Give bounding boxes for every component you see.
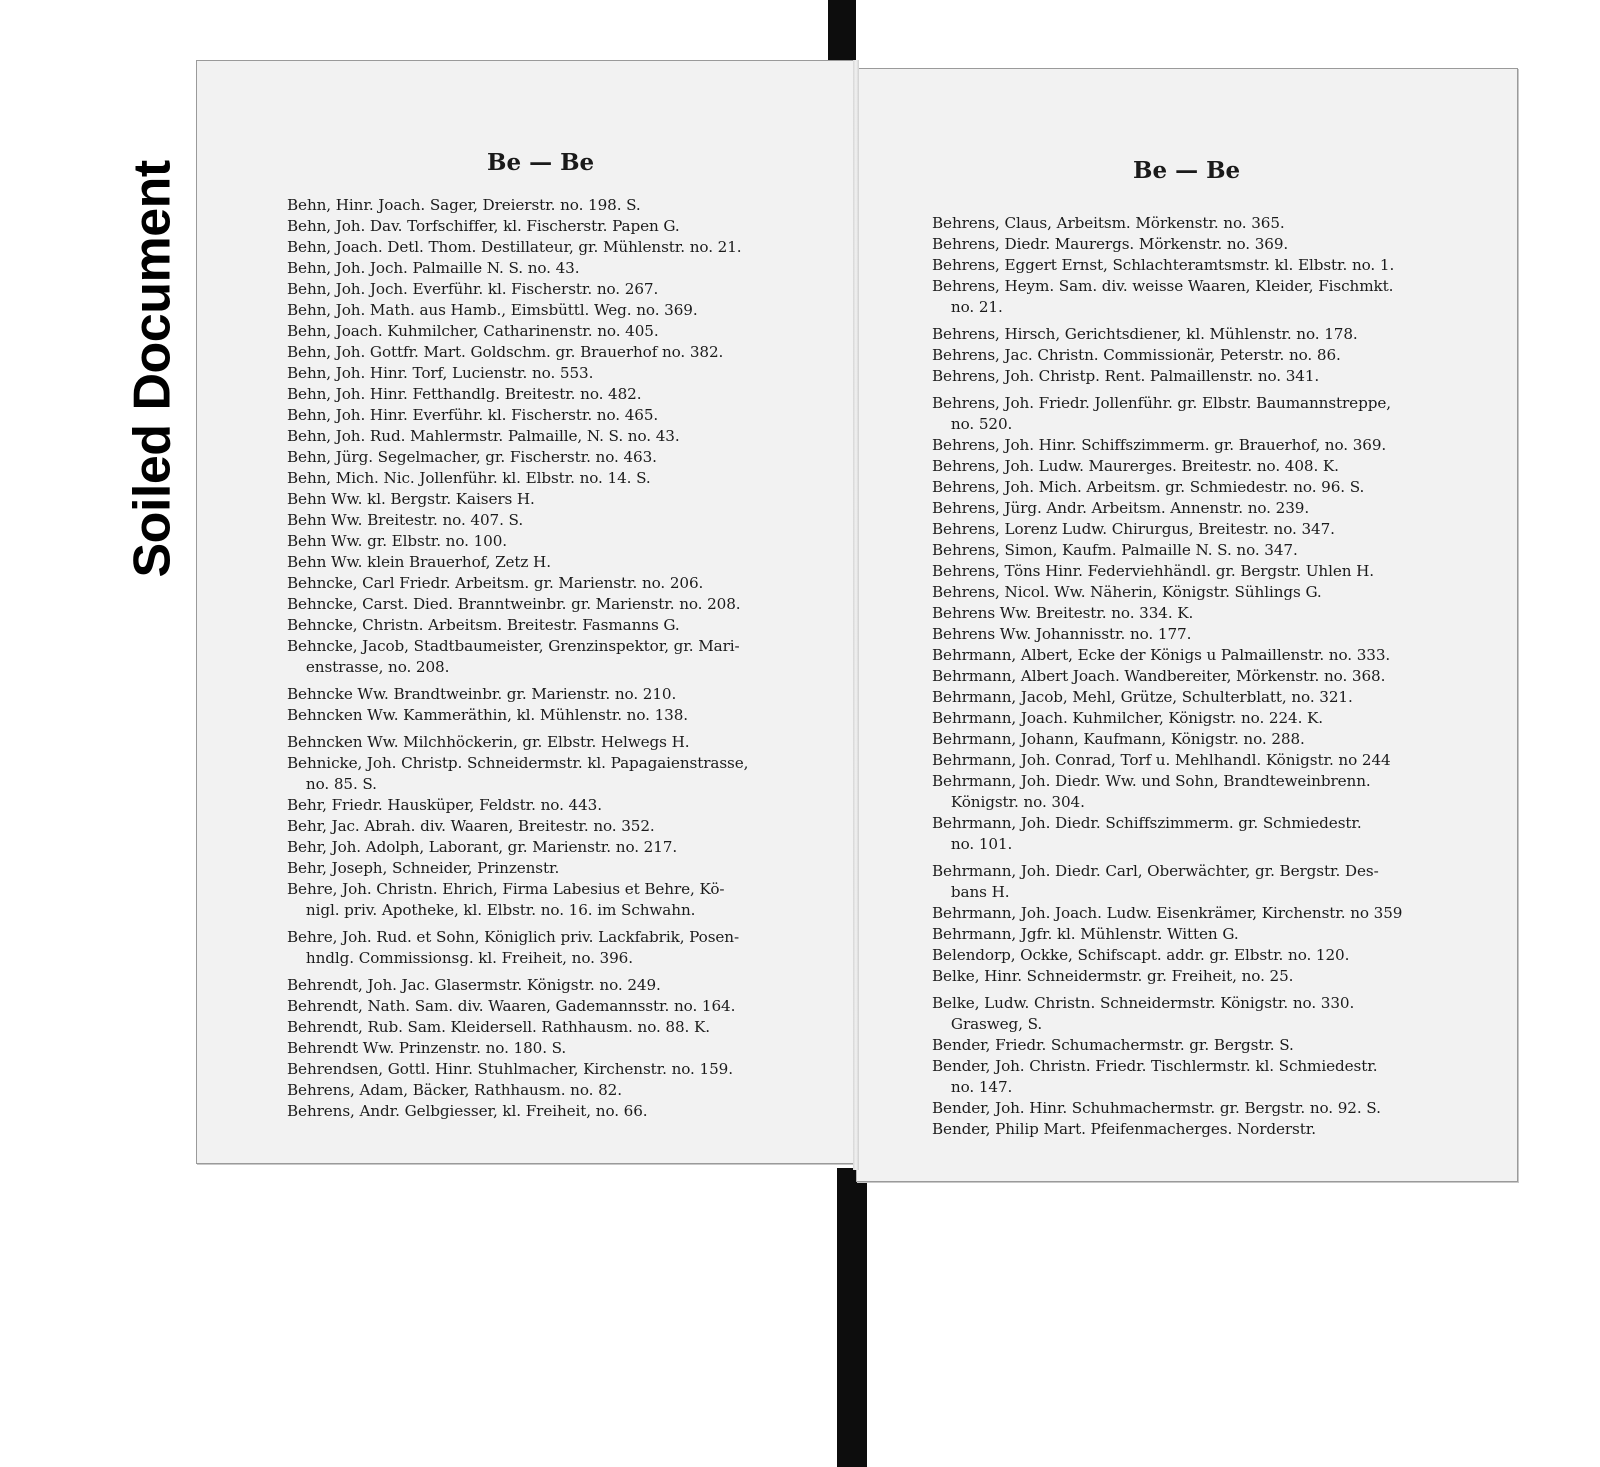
entry: Behrens Ww. Breitestr. no. 334. K. [932, 604, 1194, 622]
entry: Behrmann, Joach. Kuhmilcher, Königstr. no. 224. K. [932, 709, 1324, 727]
entry: Behrens, Andr. Gelbgiesser, kl. Freiheit, no. 66. [287, 1102, 648, 1120]
entry: Behn, Joh. Joch. Palmaille N. S. no. 43. [287, 259, 580, 277]
entry-continuation: no. 21. [932, 298, 1003, 316]
entry-continuation: no. 101. [932, 835, 1013, 853]
entry: Behrendsen, Gottl. Hinr. Stuhlmacher, Kirchenstr. no. 159. [287, 1060, 733, 1078]
entry: Behn, Jürg. Segelmacher, gr. Fischerstr. no. 463. [287, 448, 657, 466]
entry: Behr, Jac. Abrah. div. Waaren, Breitestr. no. 352. [287, 817, 655, 835]
entry: Behrendt, Joh. Jac. Glasermstr. Königstr. no. 249. [287, 976, 661, 994]
entry: Behrmann, Joh. Diedr. Ww. und Sohn, Brandteweinbrenn. [932, 772, 1371, 790]
entry: Behrens, Heym. Sam. div. weisse Waaren, Kleider, Fischmkt. [932, 277, 1394, 295]
entry: Behn, Joh. Hinr. Fetthandlg. Breitestr. no. 482. [287, 385, 642, 403]
entry: Behrens, Jac. Christn. Commissionär, Peterstr. no. 86. [932, 346, 1341, 364]
entry: Behn, Joh. Hinr. Everführ. kl. Fischerstr. no. 465. [287, 406, 659, 424]
entry: Behre, Joh. Christn. Ehrich, Firma Labesius et Behre, Kö- [287, 880, 725, 898]
entry: Behrmann, Joh. Diedr. Carl, Oberwächter, gr. Bergstr. Des- [932, 862, 1379, 880]
entry: Belke, Hinr. Schneidermstr. gr. Freiheit, no. 25. [932, 967, 1294, 985]
entry: Belendorp, Ockke, Schifscapt. addr. gr. Elbstr. no. 120. [932, 946, 1350, 964]
entry: Behrmann, Jgfr. kl. Mühlenstr. Witten G. [932, 925, 1239, 943]
entry: Behre, Joh. Rud. et Sohn, Königlich priv. Lackfabrik, Posen- [287, 928, 739, 946]
entry: Behrens, Joh. Ludw. Maurerges. Breitestr. no. 408. K. [932, 457, 1339, 475]
entry: Behncken Ww. Kammeräthin, kl. Mühlenstr. no. 138. [287, 706, 688, 724]
entry: Bender, Friedr. Schumachermstr. gr. Bergstr. S. [932, 1036, 1294, 1054]
entry: Behrens, Joh. Christp. Rent. Palmaillenstr. no. 341. [932, 367, 1320, 385]
entry: Behrmann, Joh. Conrad, Torf u. Mehlhandl. Königstr. no 244 [932, 751, 1391, 769]
entry-continuation: enstrasse, no. 208. [287, 658, 450, 676]
entry: Behrendt, Nath. Sam. div. Waaren, Gademannsstr. no. 164. [287, 997, 736, 1015]
entry: Behn Ww. Breitestr. no. 407. S. [287, 511, 524, 529]
entry: Behncke, Carst. Died. Branntweinbr. gr. Marienstr. no. 208. [287, 595, 741, 613]
entry: Behrmann, Johann, Kaufmann, Königstr. no. 288. [932, 730, 1305, 748]
entry: Behn, Joh. Hinr. Torf, Lucienstr. no. 553. [287, 364, 594, 382]
entry: Behrmann, Joh. Joach. Ludw. Eisenkrämer, Kirchenstr. no 359 [932, 904, 1403, 922]
entry: Behn Ww. klein Brauerhof, Zetz H. [287, 553, 551, 571]
entry: Behn, Joh. Joch. Everführ. kl. Fischerstr. no. 267. [287, 280, 659, 298]
entry: Behrens, Joh. Hinr. Schiffszimmerm. gr. Brauerhof, no. 369. [932, 436, 1387, 454]
entry: Behn, Joach. Kuhmilcher, Catharinenstr. no. 405. [287, 322, 659, 340]
entry-continuation: no. 147. [932, 1078, 1013, 1096]
entry: Behrmann, Albert, Ecke der Königs u Palmaillenstr. no. 333. [932, 646, 1391, 664]
entry: Behn, Mich. Nic. Jollenführ. kl. Elbstr. no. 14. S. [287, 469, 651, 487]
entry: Behrendt, Rub. Sam. Kleidersell. Rathhausm. no. 88. K. [287, 1018, 710, 1036]
entry: Behncken Ww. Milchhöckerin, gr. Elbstr. Helwegs H. [287, 733, 690, 751]
entry: Behn Ww. kl. Bergstr. Kaisers H. [287, 490, 535, 508]
entry: Behrens, Töns Hinr. Federviehhändl. gr. Bergstr. Uhlen H. [932, 562, 1375, 580]
page-gutter [853, 60, 859, 1170]
entry-continuation: no. 85. S. [287, 775, 377, 793]
entry: Behrens, Adam, Bäcker, Rathhausm. no. 82. [287, 1081, 622, 1099]
entry: Bender, Philip Mart. Pfeifenmacherges. Norderstr. [932, 1120, 1316, 1138]
right-page [856, 68, 1518, 1182]
entry: Behr, Joh. Adolph, Laborant, gr. Marienstr. no. 217. [287, 838, 678, 856]
entry: Behrens, Lorenz Ludw. Chirurgus, Breitestr. no. 347. [932, 520, 1335, 538]
entry: Behrmann, Joh. Diedr. Schiffszimmerm. gr. Schmiedestr. [932, 814, 1362, 832]
entry-continuation: Grasweg, S. [932, 1015, 1043, 1033]
entry: Behn, Joach. Detl. Thom. Destillateur, gr. Mühlenstr. no. 21. [287, 238, 742, 256]
entry: Behrens, Nicol. Ww. Näherin, Königstr. Sühlings G. [932, 583, 1322, 601]
binding-bar-bottom [837, 1168, 867, 1467]
entry: Behrens, Diedr. Maurergs. Mörkenstr. no. 369. [932, 235, 1289, 253]
entry-continuation: bans H. [932, 883, 1010, 901]
right-page-entries [932, 213, 1502, 1140]
entry: Behr, Joseph, Schneider, Prinzenstr. [287, 859, 560, 877]
entry-continuation: nigl. priv. Apotheke, kl. Elbstr. no. 16. im Schwahn. [287, 901, 696, 919]
left-page-heading: Be — Be [487, 149, 595, 176]
entry: Behrens, Simon, Kaufm. Palmaille N. S. no. 347. [932, 541, 1298, 559]
entry: Behrens, Hirsch, Gerichtsdiener, kl. Mühlenstr. no. 178. [932, 325, 1358, 343]
entry: Behncke, Carl Friedr. Arbeitsm. gr. Marienstr. no. 206. [287, 574, 704, 592]
entry: Behrens Ww. Johannisstr. no. 177. [932, 625, 1192, 643]
entry: Behrmann, Albert Joach. Wandbereiter, Mörkenstr. no. 368. [932, 667, 1386, 685]
entry: Behn, Hinr. Joach. Sager, Dreierstr. no. 198. S. [287, 196, 641, 214]
entry: Behrendt Ww. Prinzenstr. no. 180. S. [287, 1039, 567, 1057]
left-page-entries [287, 195, 827, 1122]
entry: Behn Ww. gr. Elbstr. no. 100. [287, 532, 508, 550]
entry: Behncke Ww. Brandtweinbr. gr. Marienstr. no. 210. [287, 685, 677, 703]
entry-continuation: hndlg. Commissionsg. kl. Freiheit, no. 396. [287, 949, 633, 967]
entry: Behnicke, Joh. Christp. Schneidermstr. kl. Papagaienstrasse, [287, 754, 749, 772]
soiled-document-stamp: Soiled Document [123, 160, 182, 578]
entry: Behrens, Joh. Mich. Arbeitsm. gr. Schmiedestr. no. 96. S. [932, 478, 1365, 496]
left-page [196, 60, 858, 1164]
entry-continuation: no. 520. [932, 415, 1013, 433]
entry: Behncke, Jacob, Stadtbaumeister, Grenzinspektor, gr. Mari- [287, 637, 740, 655]
entry: Behn, Joh. Rud. Mahlermstr. Palmaille, N. S. no. 43. [287, 427, 680, 445]
entry: Bender, Joh. Hinr. Schuhmachermstr. gr. Bergstr. no. 92. S. [932, 1099, 1381, 1117]
entry: Belke, Ludw. Christn. Schneidermstr. Königstr. no. 330. [932, 994, 1355, 1012]
entry: Bender, Joh. Christn. Friedr. Tischlermstr. kl. Schmiedestr. [932, 1057, 1378, 1075]
entry: Behr, Friedr. Hausküper, Feldstr. no. 443. [287, 796, 602, 814]
entry: Behn, Joh. Dav. Torfschiffer, kl. Fischerstr. Papen G. [287, 217, 680, 235]
entry: Behn, Joh. Gottfr. Mart. Goldschm. gr. Brauerhof no. 382. [287, 343, 724, 361]
entry: Behrens, Eggert Ernst, Schlachteramtsmstr. kl. Elbstr. no. 1. [932, 256, 1395, 274]
entry: Behrmann, Jacob, Mehl, Grütze, Schulterblatt, no. 321. [932, 688, 1353, 706]
entry-continuation: Königstr. no. 304. [932, 793, 1085, 811]
right-page-heading: Be — Be [1133, 157, 1241, 184]
entry: Behncke, Christn. Arbeitsm. Breitestr. Fasmanns G. [287, 616, 680, 634]
entry: Behn, Joh. Math. aus Hamb., Eimsbüttl. Weg. no. 369. [287, 301, 698, 319]
entry: Behrens, Claus, Arbeitsm. Mörkenstr. no. 365. [932, 214, 1285, 232]
entry: Behrens, Jürg. Andr. Arbeitsm. Annenstr. no. 239. [932, 499, 1310, 517]
entry: Behrens, Joh. Friedr. Jollenführ. gr. Elbstr. Baumannstreppe, [932, 394, 1391, 412]
